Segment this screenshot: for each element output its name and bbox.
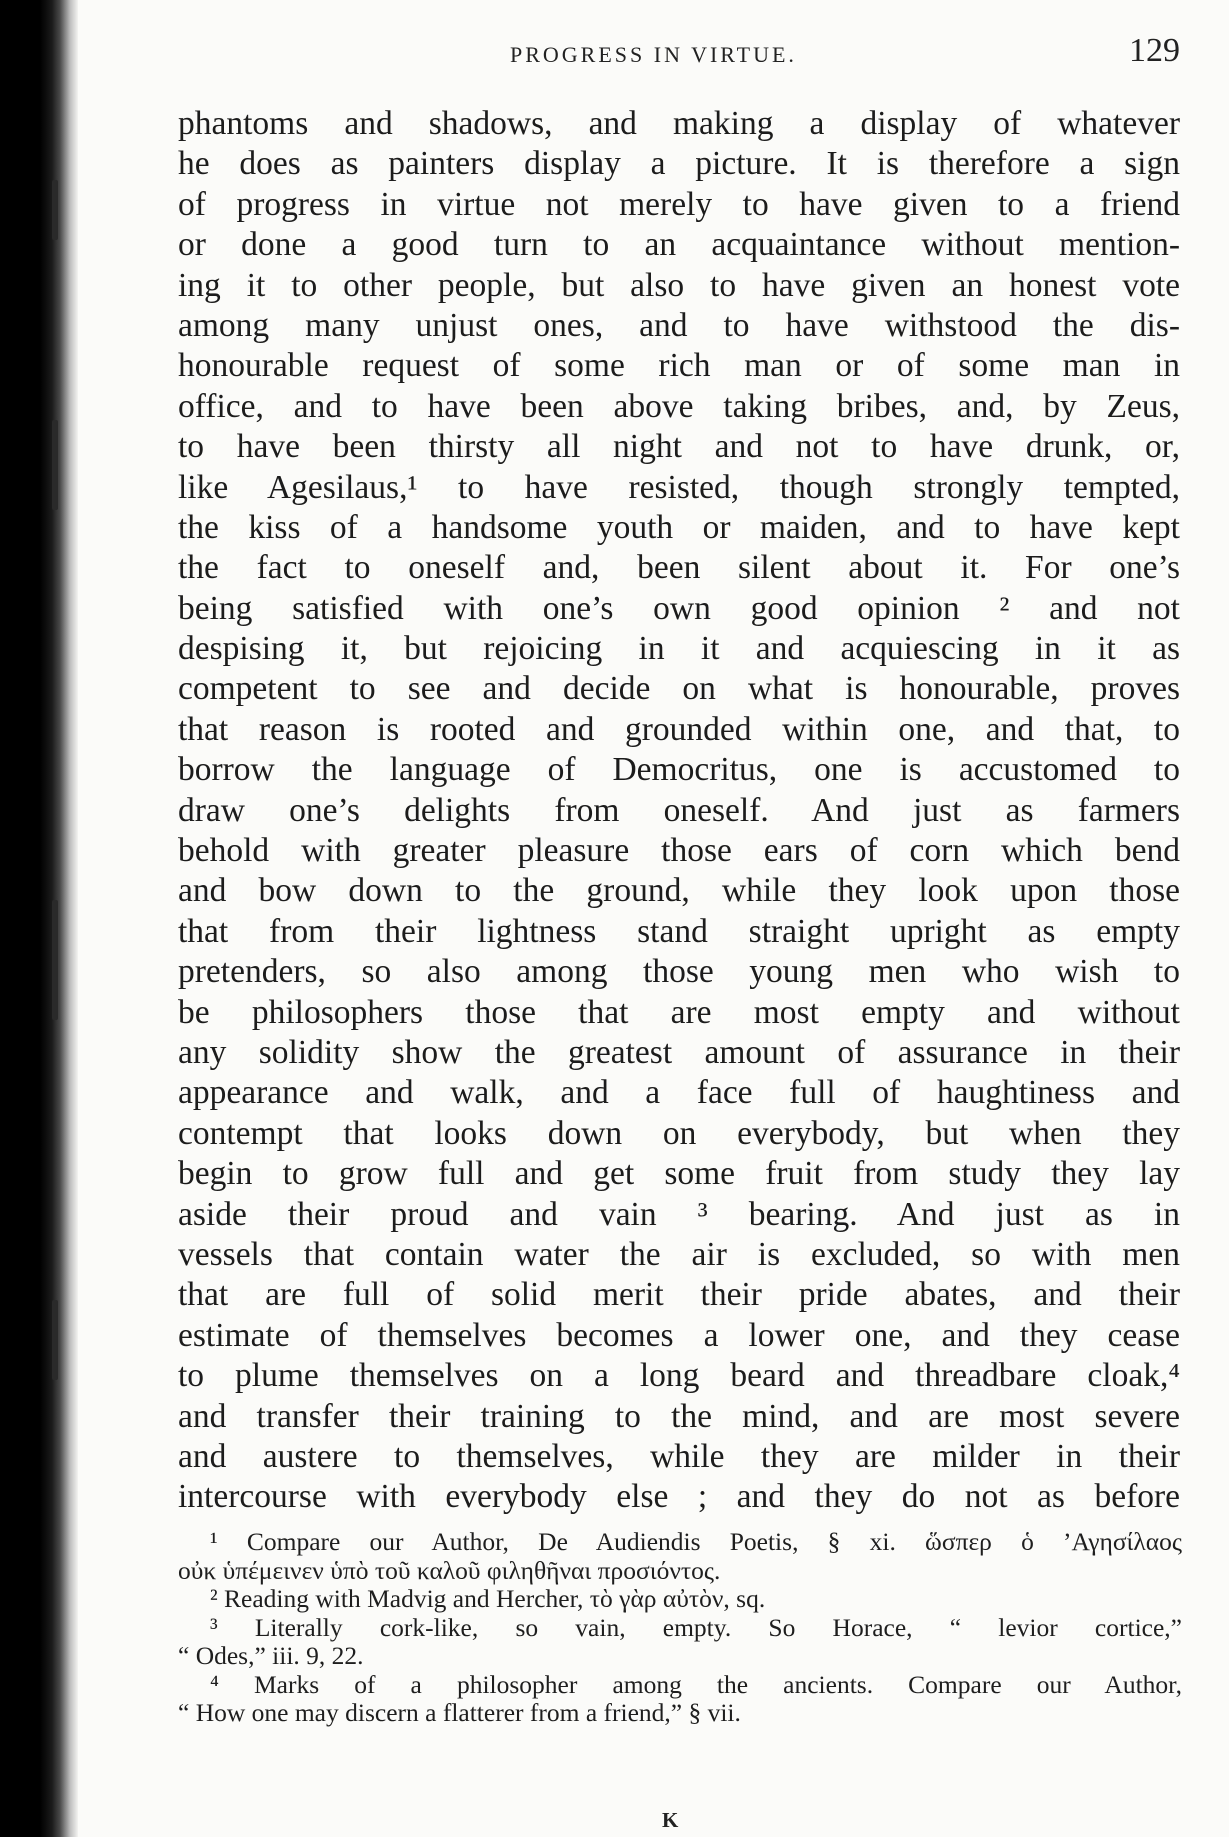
text-line: vessels that contain water the air is excluded, so with men bbox=[178, 1235, 1180, 1273]
text-line: honourable request of some rich man or of some man in bbox=[178, 347, 1180, 385]
text-line: office, and to have been above taking bribes, and, by Zeus, bbox=[178, 387, 1180, 425]
text-line: or done a good turn to an acquaintance without mention- bbox=[178, 226, 1180, 264]
scan-speck bbox=[52, 1300, 58, 1380]
text-line: despising it, but rejoicing in it and acquiescing in it as bbox=[178, 630, 1180, 668]
text-line: he does as painters display a picture. It is therefore a sign bbox=[178, 145, 1180, 183]
text-line: of progress in virtue not merely to have given to a friend bbox=[178, 185, 1180, 223]
scan-speck bbox=[52, 420, 58, 510]
footnote-line: “ How one may discern a flatterer from a friend,” § vii. bbox=[178, 1698, 741, 1727]
text-line: competent to see and decide on what is honourable, proves bbox=[178, 670, 1180, 708]
footnotes bbox=[178, 1528, 1182, 1728]
text-line: to plume themselves on a long beard and threadbare cloak,⁴ bbox=[178, 1357, 1180, 1395]
text-line: and austere to themselves, while they are milder in their bbox=[178, 1437, 1180, 1475]
scan-gutter-shadow bbox=[0, 0, 78, 1837]
text-line: that from their lightness stand straight upright as empty bbox=[178, 912, 1180, 950]
footnote-line: ³ Literally cork-like, so vain, empty. So Horace, “ levior cortice,” bbox=[210, 1612, 1182, 1642]
text-line: phantoms and shadows, and making a display of whatever bbox=[178, 105, 1180, 142]
text-line: begin to grow full and get some fruit from study they lay bbox=[178, 1155, 1180, 1193]
text-line: that reason is rooted and grounded within one, and that, to bbox=[178, 710, 1180, 748]
text-line: and transfer their training to the mind, and are most severe bbox=[178, 1397, 1180, 1435]
footnote-line: οὐκ ὑπέμεινεν ὑπὸ τοῦ καλοῦ φιληθῆναι προσιόντος. bbox=[178, 1555, 721, 1585]
page-header bbox=[180, 30, 1180, 74]
text-line: estimate of themselves becomes a lower one, and they cease bbox=[178, 1316, 1180, 1354]
text-line: among many unjust ones, and to have withstood the dis- bbox=[178, 306, 1180, 344]
text-line: intercourse with everybody else ; and they do not as before bbox=[178, 1478, 1180, 1516]
signature-mark: K bbox=[662, 1808, 679, 1832]
footnote-line: ² Reading with Madvig and Hercher, τὸ γὰρ αὐτὸν, sq. bbox=[210, 1584, 766, 1613]
footnote-line: “ Odes,” iii. 9, 22. bbox=[178, 1641, 364, 1670]
text-line: that are full of solid merit their pride abates, and their bbox=[178, 1276, 1180, 1314]
footnote-line: ⁴ Marks of a philosopher among the ancients. Compare our Author, bbox=[210, 1669, 1182, 1699]
text-line: ing it to other people, but also to have given an honest vote bbox=[178, 266, 1180, 304]
text-line: and bow down to the ground, while they look upon those bbox=[178, 872, 1180, 910]
text-line: aside their proud and vain ³ bearing. And just as in bbox=[178, 1195, 1180, 1233]
text-line: to have been thirsty all night and not to have drunk, or, bbox=[178, 428, 1180, 466]
running-head: PROGRESS IN VIRTUE. bbox=[510, 42, 797, 67]
text-line: draw one’s delights from oneself. And just as farmers bbox=[178, 791, 1180, 829]
text-line: be philosophers those that are most empty and without bbox=[178, 993, 1180, 1031]
footnote-line: ¹ Compare our Author, De Audiendis Poetis, § xi. ὥσπερ ὁ ’Αγησίλαος bbox=[210, 1527, 1182, 1556]
text-line: like Agesilaus,¹ to have resisted, though strongly tempted, bbox=[178, 468, 1180, 506]
text-line: borrow the language of Democritus, one is accustomed to bbox=[178, 751, 1180, 789]
text-line: being satisfied with one’s own good opinion ² and not bbox=[178, 589, 1180, 627]
page-number: 129 bbox=[1129, 32, 1180, 69]
text-line: appearance and walk, and a face full of haughtiness and bbox=[178, 1074, 1180, 1112]
text-line: any solidity show the greatest amount of assurance in their bbox=[178, 1033, 1180, 1071]
text-line: behold with greater pleasure those ears of corn which bend bbox=[178, 832, 1180, 870]
text-line: the fact to oneself and, been silent about it. For one’s bbox=[178, 549, 1180, 587]
scan-speck bbox=[52, 900, 58, 1020]
body-text bbox=[178, 104, 1180, 1518]
text-line: pretenders, so also among those young men who wish to bbox=[178, 953, 1180, 991]
text-line: the kiss of a handsome youth or maiden, and to have kept bbox=[178, 508, 1180, 546]
scan-speck bbox=[52, 180, 58, 240]
text-line: contempt that looks down on everybody, but when they bbox=[178, 1114, 1180, 1152]
